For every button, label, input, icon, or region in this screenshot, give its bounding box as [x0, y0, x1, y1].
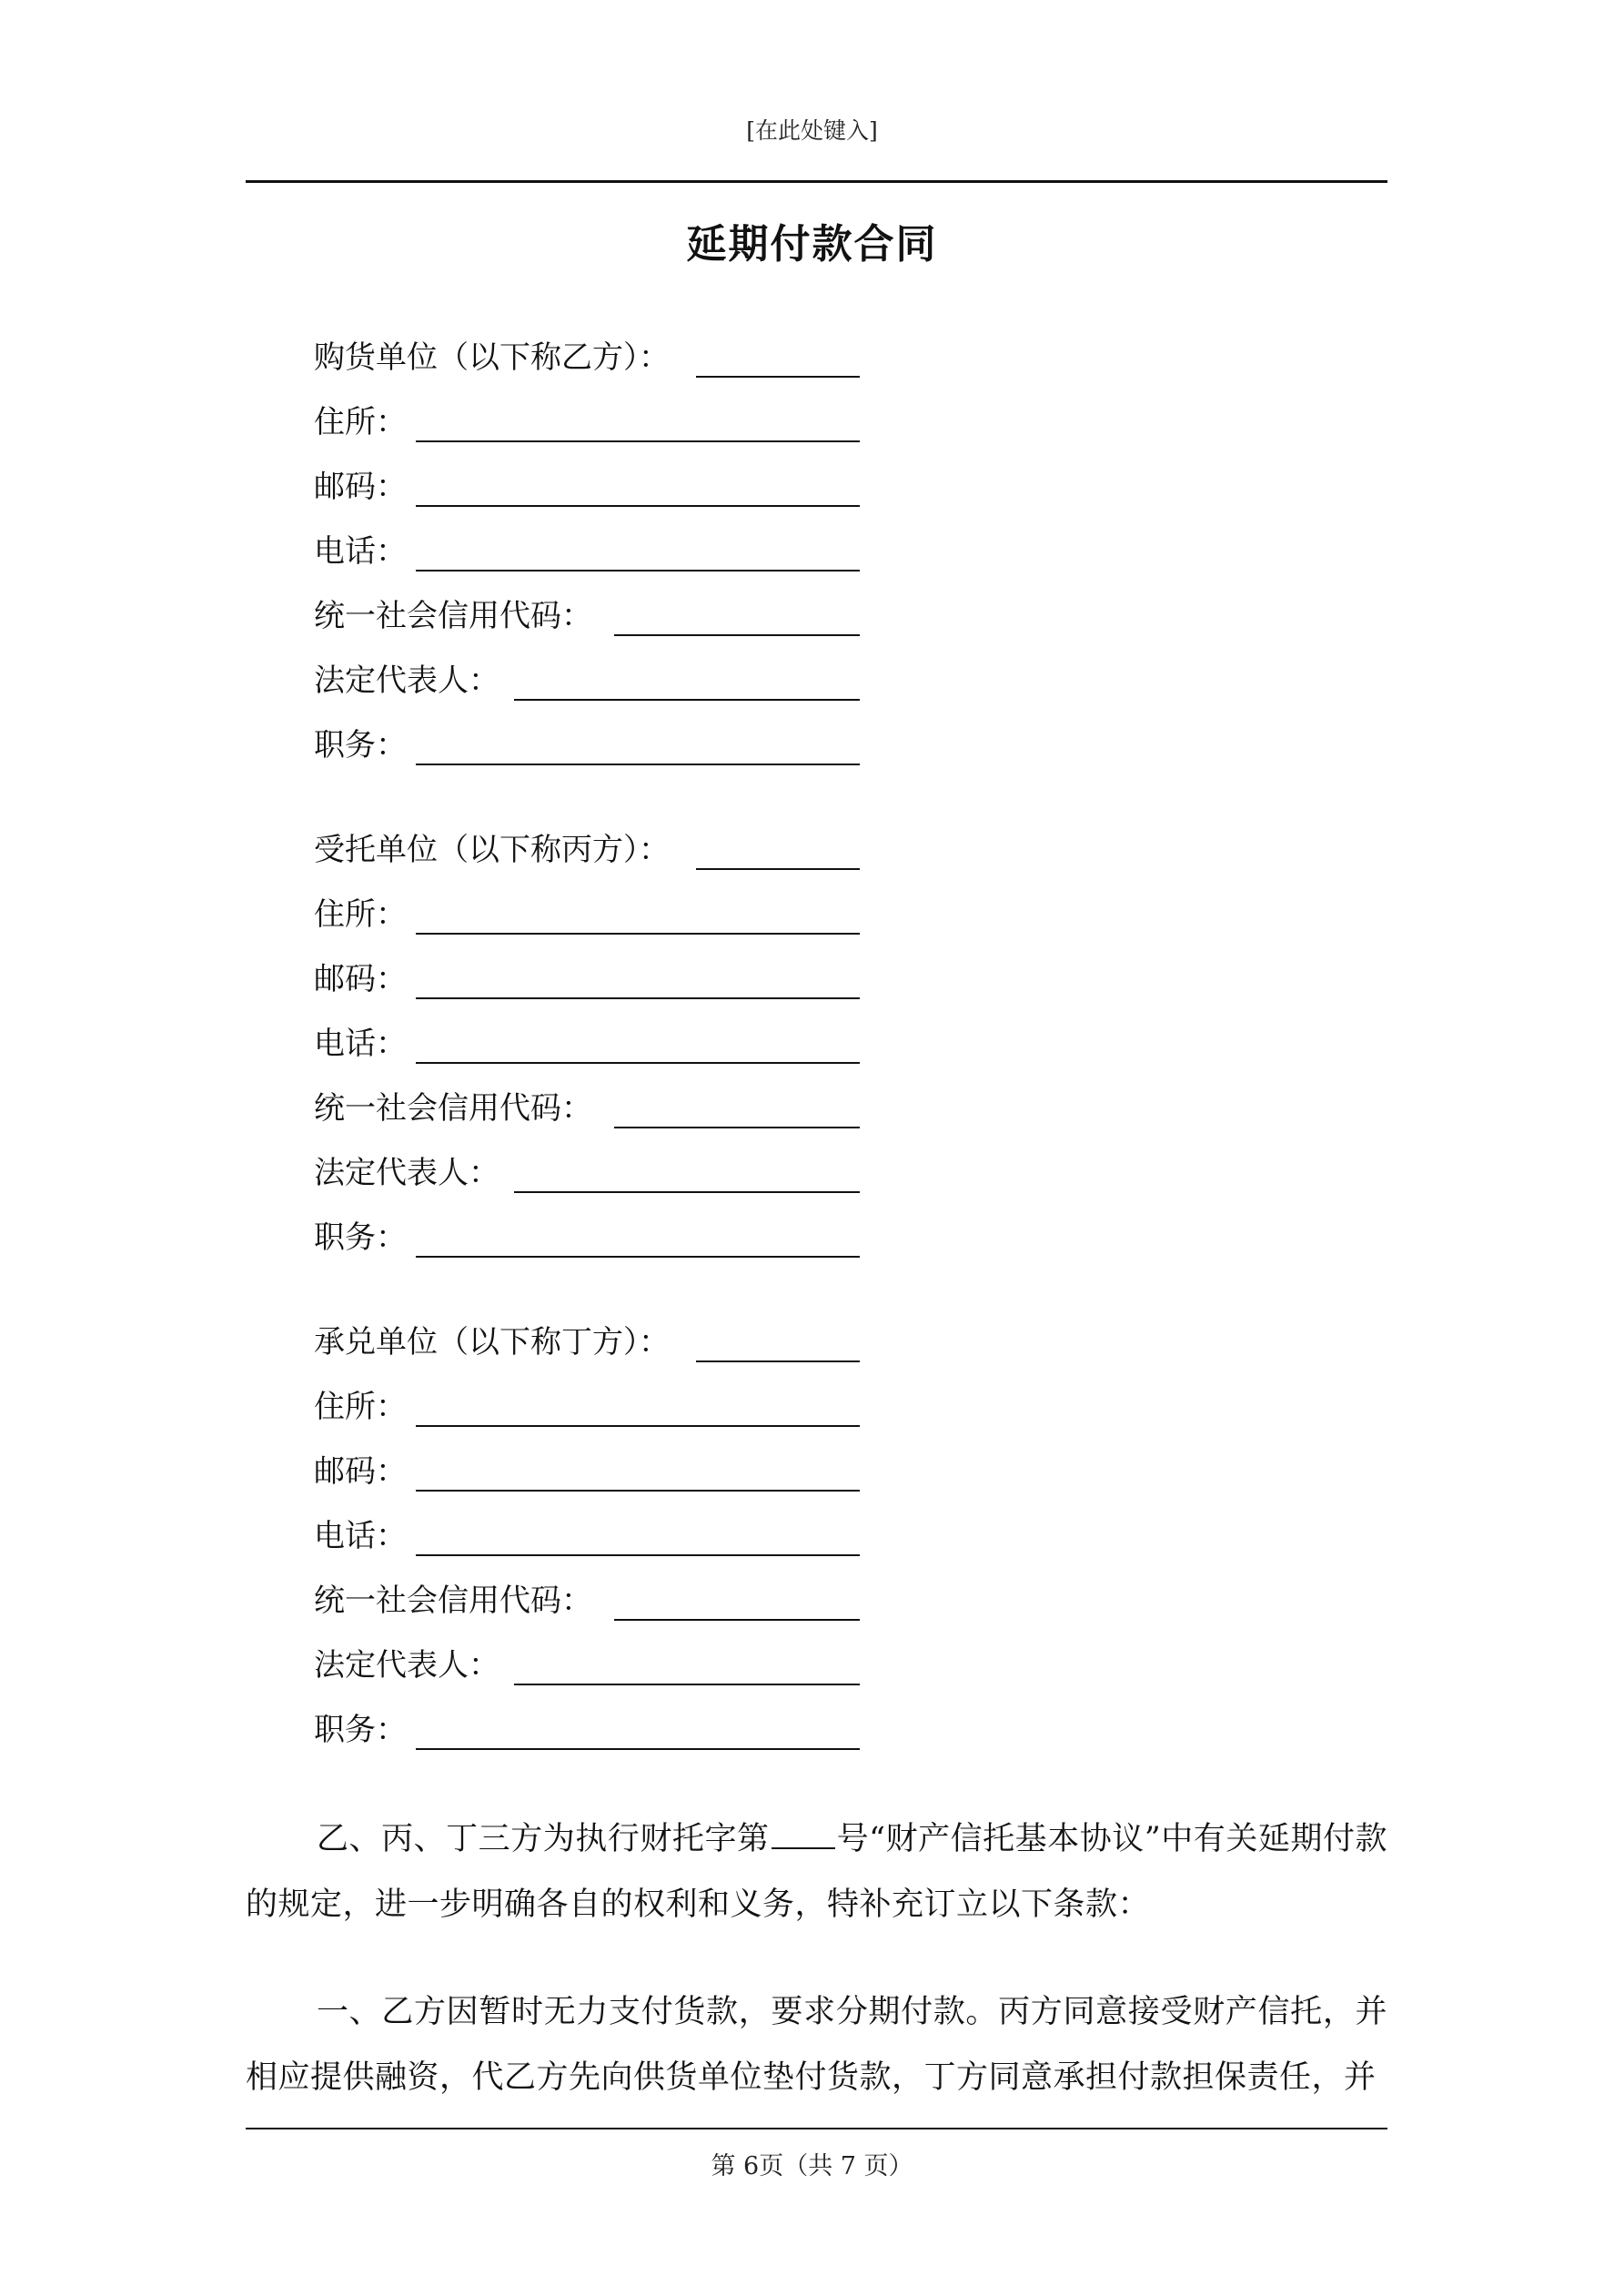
- page-header: [在此处键入]: [746, 117, 878, 144]
- field-label: 住所：: [314, 1389, 407, 1425]
- header-divider: [246, 180, 1387, 183]
- postcode-field[interactable]: [314, 455, 860, 520]
- fill-in-line: [696, 1360, 860, 1362]
- fill-in-line: [614, 1127, 860, 1128]
- legal-rep-field[interactable]: [314, 1141, 860, 1206]
- fill-in-line: [614, 634, 860, 636]
- intro-text-part1: 乙、丙、丁三方为执行财托字第: [317, 1821, 770, 1857]
- field-label: 受托单位（以下称丙方）：: [314, 832, 670, 868]
- party-name-field[interactable]: [314, 818, 860, 883]
- fill-in-line: [416, 933, 860, 935]
- field-label: 承兑单位（以下称丁方）：: [314, 1324, 670, 1360]
- field-label: 法定代表人：: [314, 1647, 499, 1684]
- postcode-field[interactable]: [314, 947, 860, 1012]
- clause-1-paragraph: 一、乙方因暂时无力支付货款，要求分期付款。丙方同意接受财产信托，并相应提供融资，代乙方先向供货单位垫付货款，丁方同意承担付款担保责任，并: [246, 1994, 1387, 2096]
- credit-code-field[interactable]: [314, 1569, 860, 1633]
- party-block-ding: [314, 1310, 860, 1763]
- position-field[interactable]: [314, 1698, 860, 1763]
- phone-field[interactable]: [314, 1012, 860, 1077]
- fill-in-line: [416, 1425, 860, 1427]
- footer-divider: [246, 2128, 1387, 2129]
- field-label: 法定代表人：: [314, 1155, 499, 1191]
- fill-in-line: [696, 376, 860, 378]
- fill-in-line: [696, 868, 860, 870]
- agreement-number-blank[interactable]: [772, 1846, 835, 1849]
- fill-in-line: [416, 764, 860, 765]
- field-label: 电话：: [314, 533, 407, 570]
- address-field[interactable]: [314, 883, 860, 947]
- field-label: 统一社会信用代码：: [314, 1583, 592, 1619]
- credit-code-field[interactable]: [314, 584, 860, 649]
- address-field[interactable]: [314, 390, 860, 455]
- fill-in-line: [416, 1490, 860, 1492]
- fill-in-line: [416, 440, 860, 442]
- fill-in-line: [514, 1684, 860, 1685]
- intro-paragraph: [246, 1806, 1387, 1937]
- phone-field[interactable]: [314, 520, 860, 584]
- field-label: 职务：: [314, 727, 407, 764]
- party-block-bing: [314, 818, 860, 1270]
- field-label: 购货单位（以下称乙方）：: [314, 339, 670, 376]
- credit-code-field[interactable]: [314, 1077, 860, 1141]
- party-block-yi: [314, 326, 860, 778]
- fill-in-line: [416, 505, 860, 507]
- position-field[interactable]: [314, 1206, 860, 1270]
- field-label: 住所：: [314, 404, 407, 440]
- fill-in-line: [416, 997, 860, 999]
- fill-in-line: [514, 699, 860, 701]
- field-label: 职务：: [314, 1712, 407, 1748]
- field-label: 邮码：: [314, 469, 407, 505]
- document-title: 延期付款合同: [686, 221, 938, 268]
- fill-in-line: [416, 1748, 860, 1750]
- field-label: 住所：: [314, 896, 407, 933]
- page-number: 第 6页（共 7 页）: [711, 2152, 913, 2180]
- fill-in-line: [416, 570, 860, 571]
- position-field[interactable]: [314, 713, 860, 778]
- postcode-field[interactable]: [314, 1440, 860, 1504]
- address-field[interactable]: [314, 1375, 860, 1440]
- field-label: 统一社会信用代码：: [314, 1090, 592, 1127]
- intro-text-part2: 号“财产信托基本协议”中有关延期付款的规定，进一步明确各自的权利和义务，特补充订立以下条款：: [246, 1821, 1387, 1923]
- field-label: 电话：: [314, 1026, 407, 1062]
- fill-in-line: [416, 1256, 860, 1258]
- field-label: 电话：: [314, 1518, 407, 1554]
- field-label: 邮码：: [314, 1453, 407, 1490]
- party-name-field[interactable]: [314, 326, 860, 390]
- fill-in-line: [514, 1191, 860, 1193]
- legal-rep-field[interactable]: [314, 649, 860, 713]
- legal-rep-field[interactable]: [314, 1633, 860, 1698]
- field-label: 邮码：: [314, 961, 407, 997]
- field-label: 职务：: [314, 1219, 407, 1256]
- party-name-field[interactable]: [314, 1310, 860, 1375]
- fill-in-line: [416, 1062, 860, 1064]
- fill-in-line: [416, 1554, 860, 1556]
- phone-field[interactable]: [314, 1504, 860, 1569]
- fill-in-line: [614, 1619, 860, 1621]
- field-label: 法定代表人：: [314, 663, 499, 699]
- field-label: 统一社会信用代码：: [314, 598, 592, 634]
